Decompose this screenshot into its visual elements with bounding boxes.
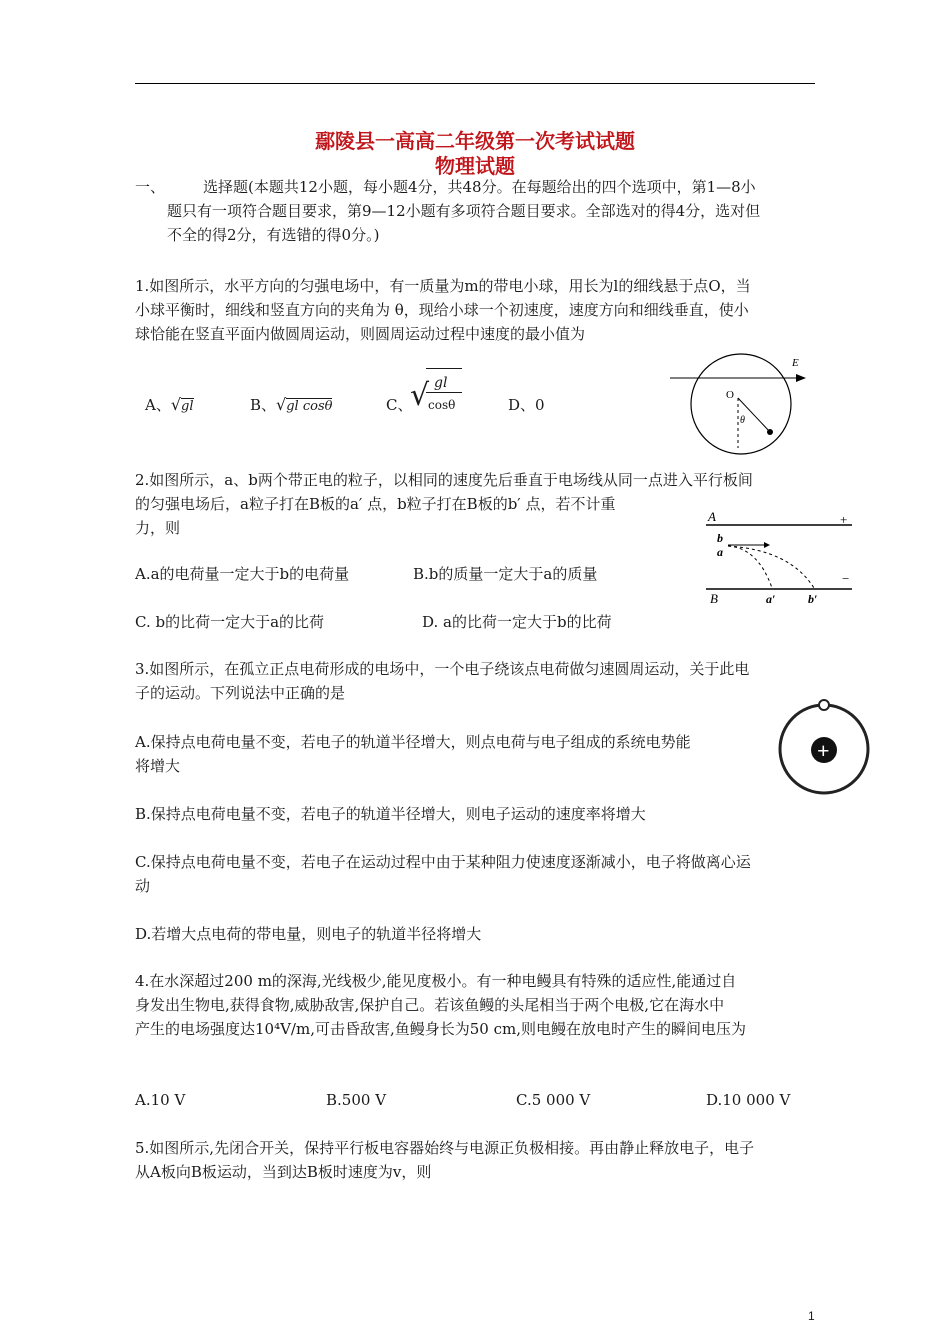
section-line: 题只有一项符合题目要求，第9—12小题有多项符合题目要求。全部选对的得4分，选对但 <box>167 202 761 220</box>
q1-line: 1.如图所示，水平方向的匀强电场中，有一质量为m的带电小球，用长为l的细线悬于点O，当 <box>135 277 751 295</box>
q4-option-b: B.500 V <box>326 1091 387 1109</box>
q1-line: 球恰能在竖直平面内做圆周运动，则圆周运动过程中速度的最小值为 <box>135 325 586 343</box>
q2-line: 2.如图所示，a、b两个带正电的粒子，以相同的速度先后垂直于电场线从同一点进入平行板间 <box>135 471 753 489</box>
exam-subtitle: 物理试题 <box>435 154 515 178</box>
arrow-head-icon <box>764 542 770 548</box>
q3-option-c-cont: 动 <box>135 877 151 895</box>
q3-line: 3.如图所示，在孤立正点电荷形成的电场中，一个电子绕该点电荷做匀速圆周运动，关于此电 <box>135 660 750 678</box>
header-rule <box>135 83 815 84</box>
q3-line: 子的运动。下列说法中正确的是 <box>135 684 346 702</box>
plus-sign: + <box>840 512 848 527</box>
q2-option-b: B.b的质量一定大于a的质量 <box>413 565 598 583</box>
q2-option-c: C. b的比荷一定大于a的比荷 <box>135 613 325 631</box>
q3-option-d: D.若增大点电荷的带电量，则电子的轨道半径将增大 <box>135 925 482 943</box>
page-number: 1 <box>808 1309 815 1323</box>
field-label: E <box>792 357 799 369</box>
arrow-head-icon <box>796 374 806 382</box>
hit-a-label: a′ <box>766 592 776 606</box>
hit-b-label: b′ <box>808 592 818 606</box>
q2-line: 的匀强电场后，a粒子打在B板的a′ 点，b粒子打在B板的b′ 点，若不计重 <box>135 495 616 513</box>
section-line: 选择题(本题共12小题，每小题4分，共48分。在每题给出的四个选项中，第1—8小 <box>203 178 756 196</box>
bottom-plate-label: B <box>710 591 718 606</box>
charge-sign: + <box>817 738 830 763</box>
center-label: O <box>726 389 734 401</box>
q1-option-d: D、0 <box>508 396 545 414</box>
q3-option-a: A.保持点电荷电量不变，若电子的轨道半径增大，则点电荷与电子组成的系统电势能 <box>135 733 691 751</box>
q3-option-b: B.保持点电荷电量不变，若电子的轨道半径增大，则电子运动的速度率将增大 <box>135 805 646 823</box>
section-line: 不全的得2分，有选错的得0分。) <box>167 226 380 244</box>
q2-line: 力，则 <box>135 519 181 537</box>
orbit-circle <box>691 354 791 454</box>
q3-option-a-cont: 将增大 <box>135 757 181 775</box>
q3-option-c: C.保持点电荷电量不变，若电子在运动过程中由于某种阻力使速度逐渐减小，电子将做离心运 <box>135 853 751 871</box>
electron <box>819 700 829 710</box>
q1-option-a: A、√gl <box>145 395 194 414</box>
angle-label: θ <box>740 415 745 426</box>
q1-figure-circle-field <box>668 352 810 456</box>
trajectory-b <box>728 546 814 588</box>
q5-line: 从A板向B板运动，当到达B板时速度为v，则 <box>135 1163 432 1181</box>
particle-a-label: a <box>717 545 723 559</box>
q4-option-a: A.10 V <box>135 1091 186 1109</box>
q4-line: 产生的电场强度达10⁴V/m,可击昏敌害,鱼鳗身长为50 cm,则电鳗在放电时产生的瞬间电压为 <box>135 1020 746 1038</box>
top-plate-label: A <box>708 509 716 524</box>
q2-option-a: A.a的电荷量一定大于b的电荷量 <box>135 565 350 583</box>
q4-line: 身发出生物电,获得食物,威胁敌害,保护自己。若该鱼鳗的头尾相当于两个电极,它在海水中 <box>135 996 725 1014</box>
q3-figure-orbit <box>774 693 876 797</box>
minus-sign: − <box>842 571 850 586</box>
q2-figure-parallel-plates <box>700 504 858 606</box>
q4-line: 4.在水深超过200 m的深海,光线极少,能见度极小。有一种电鳗具有特殊的适应性,能通过自 <box>135 972 737 990</box>
q4-option-c: C.5 000 V <box>516 1091 591 1109</box>
section-number: 一、 <box>135 178 166 196</box>
particle-b-label: b <box>717 531 723 545</box>
ball <box>767 429 773 435</box>
exam-title: 鄢陵县一高高二年级第一次考试试题 <box>315 129 635 153</box>
q4-option-d: D.10 000 V <box>706 1091 791 1109</box>
q1-option-b: B、√gl cosθ <box>250 395 333 414</box>
q5-line: 5.如图所示,先闭合开关，保持平行板电容器始终与电源正负极相接。再由静止释放电子，电子 <box>135 1139 755 1157</box>
q1-line: 小球平衡时，细线和竖直方向的夹角为 θ，现给小球一个初速度，速度方向和细线垂直，使小 <box>135 301 749 319</box>
q2-option-d: D. a的比荷一定大于b的比荷 <box>422 613 612 631</box>
